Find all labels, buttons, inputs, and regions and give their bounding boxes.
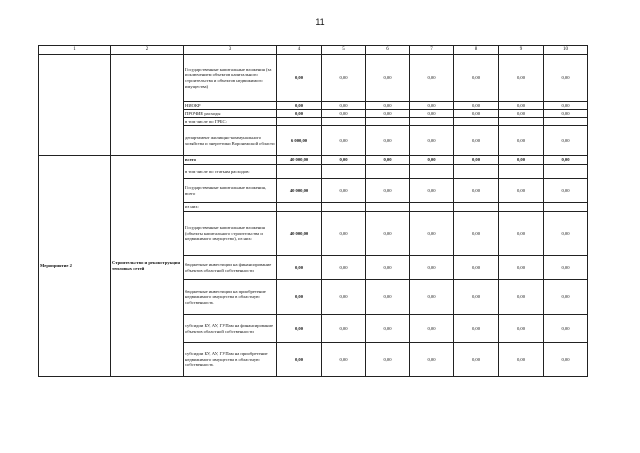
value-cell: 0,00: [322, 212, 366, 256]
value-cell: 0,00: [366, 55, 410, 102]
value-cell: 0,00: [544, 156, 588, 165]
row-label: Государственные капитальные вложения (объекты капитального строительства и недвижимого имущество), из них:: [184, 212, 277, 256]
value-cell: 0,00: [499, 156, 544, 165]
value-cell: 0,00: [322, 256, 366, 280]
value-cell: 0,00: [322, 280, 366, 315]
value-cell: [322, 165, 366, 179]
value-cell: 0,00: [322, 156, 366, 165]
value-cell: [544, 165, 588, 179]
row-label: департамент жилищно-коммунального хозяйства и энергетики Воронежской области: [184, 126, 277, 156]
value-cell: 0,00: [410, 110, 454, 118]
value-cell: 0,00: [277, 102, 322, 110]
header-cell: 10: [544, 46, 588, 55]
value-cell: 0,00: [410, 179, 454, 203]
value-cell: 0,00: [499, 343, 544, 377]
value-cell: 0,00: [544, 110, 588, 118]
header-cell: 1: [39, 46, 111, 55]
empty-cell: [111, 55, 184, 156]
row-label: Государственные капитальные вложения, всего: [184, 179, 277, 203]
value-cell: 0,00: [410, 315, 454, 343]
value-cell: 0,00: [322, 179, 366, 203]
row-label: субсидии БУ, АУ, ГУПам на приобретение недвижимого имущества в областную собственность: [184, 343, 277, 377]
value-cell: 0,00: [322, 126, 366, 156]
value-cell: 0,00: [366, 212, 410, 256]
value-cell: [544, 203, 588, 212]
value-cell: 0,00: [322, 102, 366, 110]
value-cell: 0,00: [454, 102, 499, 110]
header-cell: 3: [184, 46, 277, 55]
value-cell: [322, 203, 366, 212]
budget-table: [38, 45, 588, 377]
value-cell: 40 000,00: [277, 212, 322, 256]
header-cell: 4: [277, 46, 322, 55]
value-cell: 0,00: [410, 212, 454, 256]
value-cell: [366, 203, 410, 212]
value-cell: 0,00: [322, 110, 366, 118]
value-cell: 0,00: [277, 55, 322, 102]
row-label: бюджетные инвестиции на финансирование объектов областной собственности: [184, 256, 277, 280]
value-cell: 0,00: [499, 126, 544, 156]
value-cell: 0,00: [454, 212, 499, 256]
value-cell: 0,00: [410, 156, 454, 165]
value-cell: 0,00: [454, 55, 499, 102]
measure-title: Строительство и реконструкция тепловых сетей: [111, 156, 184, 377]
value-cell: 0,00: [454, 126, 499, 156]
value-cell: 0,00: [544, 179, 588, 203]
table-row: [39, 156, 588, 165]
measure-id: Мероприятие 2: [39, 156, 111, 377]
header-cell: 8: [454, 46, 499, 55]
value-cell: 0,00: [277, 343, 322, 377]
value-cell: 0,00: [366, 102, 410, 110]
value-cell: 0,00: [410, 256, 454, 280]
value-cell: 0,00: [544, 343, 588, 377]
value-cell: 0,00: [544, 212, 588, 256]
value-cell: 0,00: [454, 179, 499, 203]
table-row: [39, 55, 588, 102]
header-cell: 5: [322, 46, 366, 55]
value-cell: 0,00: [454, 110, 499, 118]
value-cell: [410, 203, 454, 212]
row-label: бюджетные инвестиции на приобретение недвижимого имущества в областную собственность: [184, 280, 277, 315]
value-cell: [277, 118, 322, 126]
value-cell: 0,00: [277, 110, 322, 118]
value-cell: 0,00: [366, 156, 410, 165]
header-cell: 9: [499, 46, 544, 55]
value-cell: 0,00: [322, 343, 366, 377]
value-cell: 0,00: [454, 343, 499, 377]
value-cell: 0,00: [454, 156, 499, 165]
value-cell: [499, 118, 544, 126]
value-cell: [454, 118, 499, 126]
value-cell: 0,00: [544, 256, 588, 280]
value-cell: 0,00: [454, 280, 499, 315]
value-cell: 0,00: [499, 280, 544, 315]
value-cell: 0,00: [499, 256, 544, 280]
value-cell: 0,00: [366, 315, 410, 343]
value-cell: 0,00: [366, 110, 410, 118]
value-cell: 40 000,00: [277, 179, 322, 203]
value-cell: 0,00: [366, 179, 410, 203]
row-label: субсидии БУ, АУ, ГУПам на финансирование объектов областной собственности: [184, 315, 277, 343]
value-cell: 40 000,00: [277, 156, 322, 165]
value-cell: [544, 118, 588, 126]
value-cell: 0,00: [277, 280, 322, 315]
value-cell: 0,00: [544, 126, 588, 156]
value-cell: [410, 165, 454, 179]
value-cell: 0,00: [544, 280, 588, 315]
row-label: НИОКР: [184, 102, 277, 110]
value-cell: 0,00: [410, 280, 454, 315]
value-cell: 0,00: [544, 55, 588, 102]
value-cell: 0,00: [544, 315, 588, 343]
value-cell: 0,00: [499, 110, 544, 118]
value-cell: 0,00: [366, 126, 410, 156]
value-cell: 6 000,00: [277, 126, 322, 156]
header-cell: 6: [366, 46, 410, 55]
empty-cell: [39, 55, 111, 156]
value-cell: [454, 165, 499, 179]
row-label: в том числе по статьям расходов:: [184, 165, 277, 179]
value-cell: 0,00: [366, 280, 410, 315]
value-cell: 0,00: [499, 179, 544, 203]
value-cell: 0,00: [499, 55, 544, 102]
value-cell: 0,00: [499, 102, 544, 110]
value-cell: [499, 165, 544, 179]
value-cell: 0,00: [410, 102, 454, 110]
header-cell: 7: [410, 46, 454, 55]
value-cell: 0,00: [410, 55, 454, 102]
value-cell: 0,00: [410, 126, 454, 156]
header-cell: 2: [111, 46, 184, 55]
value-cell: [277, 165, 322, 179]
page-number: 11: [315, 17, 325, 27]
row-label: ПРОЧИЕ расходы: [184, 110, 277, 118]
value-cell: 0,00: [410, 343, 454, 377]
value-cell: 0,00: [454, 256, 499, 280]
value-cell: 0,00: [544, 102, 588, 110]
value-cell: 0,00: [277, 315, 322, 343]
value-cell: 0,00: [277, 256, 322, 280]
value-cell: 0,00: [499, 212, 544, 256]
value-cell: [366, 165, 410, 179]
value-cell: 0,00: [454, 315, 499, 343]
value-cell: 0,00: [366, 256, 410, 280]
value-cell: 0,00: [322, 55, 366, 102]
header-row: [39, 46, 588, 55]
row-label: всего: [184, 156, 277, 165]
value-cell: 0,00: [366, 343, 410, 377]
value-cell: [366, 118, 410, 126]
value-cell: 0,00: [499, 315, 544, 343]
value-cell: [277, 203, 322, 212]
value-cell: [499, 203, 544, 212]
row-label: из них:: [184, 203, 277, 212]
value-cell: 0,00: [322, 315, 366, 343]
value-cell: [322, 118, 366, 126]
row-label: в том числе по ГРБС:: [184, 118, 277, 126]
value-cell: [454, 203, 499, 212]
row-label: Государственные капитальные вложения (за исключением объектов капитального строительства и объектов недвижимого имущества): [184, 55, 277, 102]
value-cell: [410, 118, 454, 126]
